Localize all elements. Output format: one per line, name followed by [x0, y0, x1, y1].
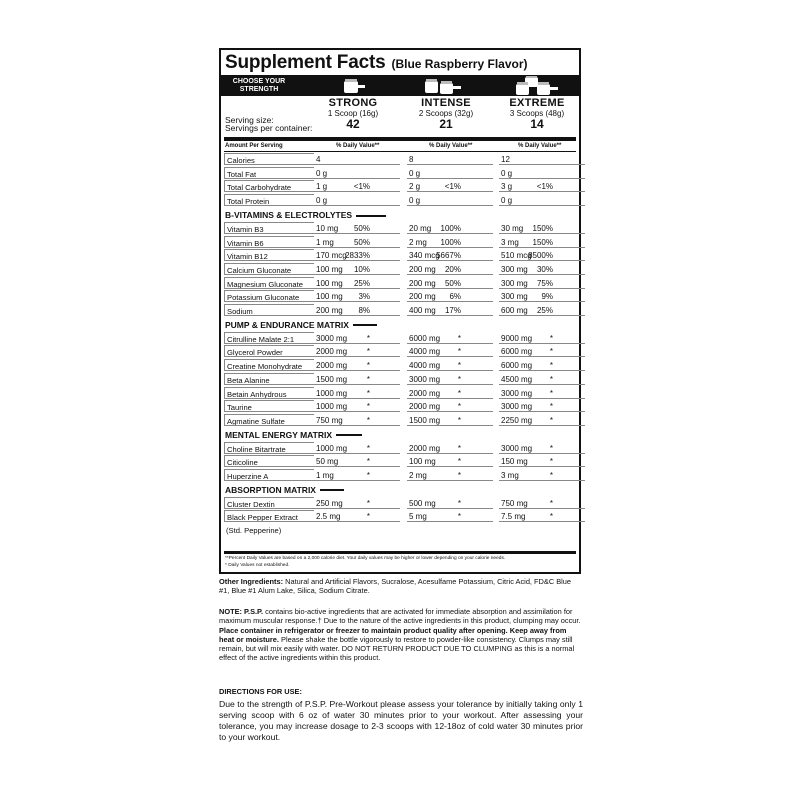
- nutrient-daily-value: 2833%: [345, 251, 370, 261]
- nutrient-amount: 3 mg: [501, 471, 519, 480]
- nutrient-daily-value: *: [549, 443, 553, 453]
- nutrient-amount: 300 mg: [501, 278, 528, 288]
- nutrient-daily-value: 50%: [353, 223, 370, 233]
- nutrient-daily-value: *: [366, 333, 370, 343]
- nutrient-daily-value: *: [366, 457, 370, 467]
- nutrient-amount: 9000 mg: [501, 333, 533, 343]
- pepperine-row: [224, 524, 576, 537]
- nutrient-name: Total Protein: [224, 194, 314, 206]
- nutrient-amount: 2000 mg: [316, 347, 348, 357]
- nutrient-daily-value: 17%: [444, 306, 461, 315]
- strength-servings: 14: [530, 117, 544, 131]
- nutrient-amount: 200 mg: [316, 306, 343, 315]
- section-title: MENTAL ENERGY MATRIX: [225, 429, 333, 440]
- other-ingredients: [219, 577, 583, 596]
- value-cell-underline: [499, 153, 585, 165]
- nutrient-amount: 3000 mg: [409, 374, 441, 384]
- nutrient-amount: 3000 mg: [316, 333, 348, 343]
- directions-text: Due to the strength of P.S.P. Pre-Workout please assess your tolerance by initially taking only 1 serving scoop with 6 oz of water 30 minutes prior to your workout. After assessing your tolerance, you may increase dosage to 2-3 scoops with 12-18oz of cold water 30 minutes prior to your workout.: [219, 699, 583, 742]
- nutrient-daily-value: 25%: [353, 278, 370, 288]
- section-rule: [336, 434, 362, 436]
- nutrient-daily-value: <1%: [353, 182, 370, 192]
- nutrient-row: [224, 222, 576, 235]
- nutrient-amount: 4: [316, 155, 321, 164]
- nutrient-daily-value: 75%: [536, 278, 553, 288]
- strength-serving-size: 1 Scoop (16g): [327, 109, 379, 118]
- nutrient-amount: 50 mg: [316, 457, 339, 467]
- nutrient-daily-value: 25%: [536, 306, 553, 315]
- nutrient-daily-value: *: [549, 374, 553, 384]
- nutrient-amount: 0 g: [409, 196, 421, 206]
- nutrient-daily-value: 6%: [449, 292, 461, 302]
- nutrient-daily-value: <1%: [444, 182, 461, 192]
- nutrient-amount: 12: [501, 155, 510, 164]
- nutrient-amount: 1 g: [316, 182, 328, 192]
- nutrient-daily-value: *: [457, 388, 461, 398]
- nutrient-daily-value: *: [366, 443, 370, 453]
- nutrient-amount: 150 mg: [501, 457, 528, 467]
- dv-header-strong: % Daily Value**: [336, 143, 380, 149]
- nutrient-amount: 100 mg: [316, 292, 343, 302]
- nutrient-daily-value: 8500%: [528, 251, 553, 261]
- nutrient-name: Betain Anhydrous: [224, 387, 314, 399]
- nutrient-row: [224, 455, 576, 468]
- nutrient-amount: 0 g: [409, 168, 421, 178]
- nutrient-amount: 100 mg: [316, 264, 343, 274]
- section-title: ABSORPTION MATRIX: [225, 484, 316, 495]
- scoop-3-icon: [513, 76, 569, 96]
- nutrient-name: Citrulline Malate 2:1: [224, 332, 314, 344]
- serving-size-label: Serving size:: [225, 115, 274, 125]
- nutrient-row: [224, 304, 576, 317]
- other-ingredients-text: Natural and Artificial Flavors, Sucralose, Acesulfame Potassium, Citric Acid, FD&C Blue #1, Blue #1 Alum Lake, Silica, Sodium Citrate.: [219, 577, 572, 596]
- nutrient-amount: 1000 mg: [316, 388, 348, 398]
- nutrient-amount: 300 mg: [501, 264, 528, 274]
- nutrient-amount: 2000 mg: [409, 443, 441, 453]
- strength-column-extreme: [487, 98, 587, 130]
- flavor-text: (Blue Raspberry Flavor): [391, 57, 528, 71]
- nutrient-row: [224, 180, 576, 193]
- nutrient-amount: 0 g: [316, 196, 328, 206]
- nutrient-name: Beta Alanine: [224, 373, 314, 385]
- nutrient-row: [224, 469, 576, 482]
- nutrient-name: Glycerol Powder: [224, 345, 314, 357]
- dv-header-extreme: % Daily Value**: [518, 143, 562, 149]
- nutrient-amount: 200 mg: [409, 264, 436, 274]
- nutrient-daily-value: 150%: [532, 223, 553, 233]
- nutrient-amount: 10 mg: [316, 223, 339, 233]
- nutrient-name: Creatine Monohydrate: [224, 359, 314, 371]
- nutrient-amount: 5 mg: [409, 512, 427, 522]
- nutrient-daily-value: *: [457, 415, 461, 425]
- nutrient-amount: 2 g: [409, 182, 421, 192]
- strength-serving-size: 3 Scoops (48g): [509, 109, 565, 118]
- nutrient-amount: 1500 mg: [409, 415, 441, 425]
- nutrient-daily-value: 20%: [444, 264, 461, 274]
- section-title: B-VITAMINS & ELECTROLYTES: [225, 209, 353, 220]
- section-rule: [353, 324, 377, 326]
- nutrient-row: [224, 194, 576, 207]
- section-header: [225, 320, 377, 330]
- nutrient-daily-value: *: [366, 498, 370, 508]
- nutrient-daily-value: *: [457, 333, 461, 343]
- strength-name: STRONG: [328, 97, 378, 109]
- nutrient-daily-value: 8%: [358, 306, 370, 315]
- note-text-2: Please shake the bottle vigorously to restore to powder-like consistency. Clumps may still remain, but will mix easily with water. DO NOT RETURN PRODUCT DUE TO CLUMPING as this is a normal effect of the active ingredients within this product.: [219, 634, 575, 663]
- nutrient-daily-value: *: [457, 471, 461, 480]
- nutrient-daily-value: *: [549, 402, 553, 412]
- nutrient-daily-value: *: [366, 347, 370, 357]
- footnote-dv-not-established: * Daily Values not established.: [225, 563, 290, 568]
- nutrient-row: [224, 345, 576, 358]
- section-title: PUMP & ENDURANCE MATRIX: [225, 319, 349, 330]
- note-label: NOTE: P.S.P.: [219, 607, 264, 616]
- nutrient-daily-value: 3%: [358, 292, 370, 302]
- nutrient-daily-value: *: [457, 374, 461, 384]
- bottom-thick-rule: [224, 551, 576, 554]
- nutrient-daily-value: <1%: [536, 182, 553, 192]
- nutrient-name: Taurine: [224, 400, 314, 412]
- nutrient-daily-value: *: [457, 512, 461, 522]
- other-ingredients-label: Other Ingredients:: [219, 577, 284, 586]
- nutrient-daily-value: 9%: [541, 292, 553, 302]
- nutrient-daily-value: *: [549, 457, 553, 467]
- nutrient-daily-value: *: [366, 361, 370, 371]
- nutrient-amount: 1500 mg: [316, 374, 348, 384]
- nutrient-row: [224, 153, 576, 166]
- section-header: [225, 485, 344, 495]
- nutrient-name: Vitamin B3: [224, 222, 314, 234]
- nutrient-row: [224, 400, 576, 413]
- scoop-2-icon: [421, 76, 465, 96]
- nutrient-daily-value: *: [457, 347, 461, 357]
- note-paragraph: [219, 607, 583, 663]
- nutrient-amount: 2000 mg: [409, 402, 441, 412]
- nutrient-daily-value: *: [457, 457, 461, 467]
- nutrient-daily-value: *: [549, 512, 553, 522]
- nutrient-row: [224, 442, 576, 455]
- title-text: Supplement Facts: [225, 52, 386, 73]
- strength-name: INTENSE: [421, 97, 471, 109]
- nutrient-amount: 4500 mg: [501, 374, 533, 384]
- nutrient-name: Calcium Gluconate: [224, 263, 314, 275]
- nutrient-name: Choline Bitartrate: [224, 442, 314, 454]
- nutrient-daily-value: *: [366, 415, 370, 425]
- nutrient-amount: 2.5 mg: [316, 512, 341, 522]
- nutrient-name: Citicoline: [224, 455, 314, 467]
- nutrient-name: Total Carbohydrate: [224, 180, 314, 192]
- choose-strength-label: [229, 78, 289, 94]
- nutrient-amount: 2250 mg: [501, 415, 533, 425]
- nutrient-daily-value: *: [457, 402, 461, 412]
- nutrient-amount: 2 mg: [409, 471, 427, 480]
- nutrient-daily-value: 50%: [444, 278, 461, 288]
- directions-title: DIRECTIONS FOR USE:: [219, 687, 302, 696]
- section-rule: [356, 215, 386, 217]
- nutrient-amount: 7.5 mg: [501, 512, 526, 522]
- nutrient-name: Huperzine A: [224, 469, 314, 481]
- nutrient-name: Black Pepper Extract: [224, 510, 314, 522]
- nutrient-row: [224, 167, 576, 180]
- nutrient-daily-value: *: [549, 388, 553, 398]
- nutrient-row: [224, 249, 576, 262]
- nutrient-row: [224, 277, 576, 290]
- nutrient-daily-value: *: [366, 512, 370, 522]
- nutrient-amount: 6000 mg: [501, 347, 533, 357]
- scoop-1-icon: [336, 76, 366, 96]
- nutrient-daily-value: *: [549, 361, 553, 371]
- nutrient-daily-value: 10%: [353, 264, 370, 274]
- nutrient-name: Vitamin B6: [224, 236, 314, 248]
- nutrient-daily-value: *: [366, 402, 370, 412]
- nutrient-amount: 20 mg: [409, 223, 432, 233]
- choose-label-line-1: CHOOSE YOUR: [232, 78, 286, 85]
- nutrient-daily-value: 100%: [440, 237, 461, 247]
- choose-strength-bar: [221, 75, 579, 96]
- thin-rule: [224, 151, 576, 152]
- strength-name: EXTREME: [509, 97, 565, 109]
- nutrient-amount: 4000 mg: [409, 361, 441, 371]
- nutrient-amount: 8: [409, 155, 414, 164]
- nutrient-amount: 400 mg: [409, 306, 436, 315]
- strength-servings: 21: [439, 117, 453, 131]
- nutrient-daily-value: *: [549, 415, 553, 425]
- nutrient-name: Agmatine Sulfate: [224, 414, 314, 426]
- note-text-1: contains bio-active ingredients that are activated for immediate absorption and assimilation for maximum muscular response.† Due to the nature of the active ingredients in this product, clumping may occur.: [219, 607, 581, 626]
- nutrient-daily-value: 100%: [440, 223, 461, 233]
- nutrient-amount: 0 g: [501, 196, 513, 206]
- nutrient-daily-value: *: [457, 498, 461, 508]
- nutrient-amount: 600 mg: [501, 306, 528, 315]
- thick-rule: [224, 137, 576, 141]
- strength-servings: 42: [346, 117, 360, 131]
- nutrient-amount: 100 mg: [409, 457, 436, 467]
- servings-per-container-label: Servings per container:: [225, 123, 313, 133]
- nutrient-amount: 100 mg: [316, 278, 343, 288]
- nutrient-amount: 250 mg: [316, 498, 343, 508]
- nutrient-name: Potassium Gluconate: [224, 290, 314, 302]
- nutrient-row: [224, 290, 576, 303]
- nutrient-daily-value: *: [549, 333, 553, 343]
- nutrient-amount: 0 g: [316, 168, 328, 178]
- nutrient-daily-value: 5667%: [436, 251, 461, 261]
- nutrient-amount: 200 mg: [409, 278, 436, 288]
- nutrient-row: [224, 263, 576, 276]
- section-rule: [320, 489, 344, 491]
- nutrient-amount: 3 g: [501, 182, 513, 192]
- nutrient-amount: 3000 mg: [501, 388, 533, 398]
- nutrient-amount: 30 mg: [501, 223, 524, 233]
- nutrient-row: [224, 510, 576, 523]
- nutrient-amount: 1 mg: [316, 237, 334, 247]
- choose-label-line-2: STRENGTH: [239, 86, 279, 93]
- nutrient-name: Total Fat: [224, 167, 314, 179]
- value-cell-underline: [314, 153, 400, 165]
- nutrient-daily-value: *: [366, 374, 370, 384]
- strength-column-strong: [303, 98, 403, 130]
- dv-header-intense: % Daily Value**: [429, 143, 473, 149]
- section-header: [225, 430, 362, 440]
- nutrient-amount: 3 mg: [501, 237, 519, 247]
- nutrient-row: [224, 414, 576, 427]
- note-bold-text: Place container in refrigerator or freezer to maintain product quality after opening. Keep away from heat or moisture.: [219, 625, 567, 644]
- nutrient-name: Magnesium Gluconate: [224, 277, 314, 289]
- nutrient-name: Calories: [224, 153, 314, 165]
- nutrient-name: Vitamin B12: [224, 249, 314, 261]
- nutrient-amount: 340 mcg: [409, 251, 440, 261]
- pepperine-note: (Std. Pepperine): [226, 526, 282, 536]
- supplement-facts-panel: [219, 48, 581, 574]
- nutrient-name: Cluster Dextin: [224, 497, 314, 509]
- nutrient-daily-value: *: [549, 347, 553, 357]
- nutrient-name: Sodium: [224, 304, 314, 316]
- nutrient-amount: 300 mg: [501, 292, 528, 302]
- strength-column-intense: [396, 98, 496, 130]
- section-header: [225, 210, 386, 220]
- nutrient-amount: 4000 mg: [409, 347, 441, 357]
- nutrient-daily-value: *: [457, 443, 461, 453]
- nutrient-amount: 0 g: [501, 168, 513, 178]
- nutrient-daily-value: 30%: [536, 264, 553, 274]
- nutrient-daily-value: *: [366, 388, 370, 398]
- nutrient-amount: 1 mg: [316, 471, 334, 480]
- nutrient-row: [224, 236, 576, 249]
- nutrient-amount: 1000 mg: [316, 443, 348, 453]
- nutrient-amount: 6000 mg: [501, 361, 533, 371]
- panel-title: [225, 52, 528, 74]
- nutrient-daily-value: *: [457, 361, 461, 371]
- nutrient-amount: 750 mg: [316, 415, 343, 425]
- nutrient-amount: 750 mg: [501, 498, 528, 508]
- nutrient-amount: 6000 mg: [409, 333, 441, 343]
- value-cell-underline: [407, 153, 493, 165]
- nutrient-amount: 2000 mg: [316, 361, 348, 371]
- nutrient-amount: 2 mg: [409, 237, 427, 247]
- strength-serving-size: 2 Scoops (32g): [418, 109, 474, 118]
- nutrient-amount: 2000 mg: [409, 388, 441, 398]
- nutrient-amount: 3000 mg: [501, 402, 533, 412]
- nutrient-row: [224, 387, 576, 400]
- nutrient-daily-value: 150%: [532, 237, 553, 247]
- nutrient-row: [224, 497, 576, 510]
- nutrient-daily-value: *: [549, 498, 553, 508]
- footnote-percent-dv: **Percent Daily Values are based on a 2,000 calorie diet. Your daily values may be higher or lower depending on your calorie needs.: [225, 556, 506, 561]
- amount-per-serving-label: Amount Per Serving: [225, 143, 283, 149]
- nutrient-amount: 1000 mg: [316, 402, 348, 412]
- nutrient-row: [224, 359, 576, 372]
- nutrient-amount: 500 mg: [409, 498, 436, 508]
- nutrient-amount: 200 mg: [409, 292, 436, 302]
- nutrient-amount: 3000 mg: [501, 443, 533, 453]
- nutrient-amount: 170 mcg: [316, 251, 347, 261]
- nutrient-row: [224, 373, 576, 386]
- nutrient-daily-value: *: [549, 471, 553, 480]
- nutrient-daily-value: *: [366, 471, 370, 480]
- nutrient-row: [224, 332, 576, 345]
- nutrient-amount: 510 mcg: [501, 251, 532, 261]
- nutrient-daily-value: 50%: [353, 237, 370, 247]
